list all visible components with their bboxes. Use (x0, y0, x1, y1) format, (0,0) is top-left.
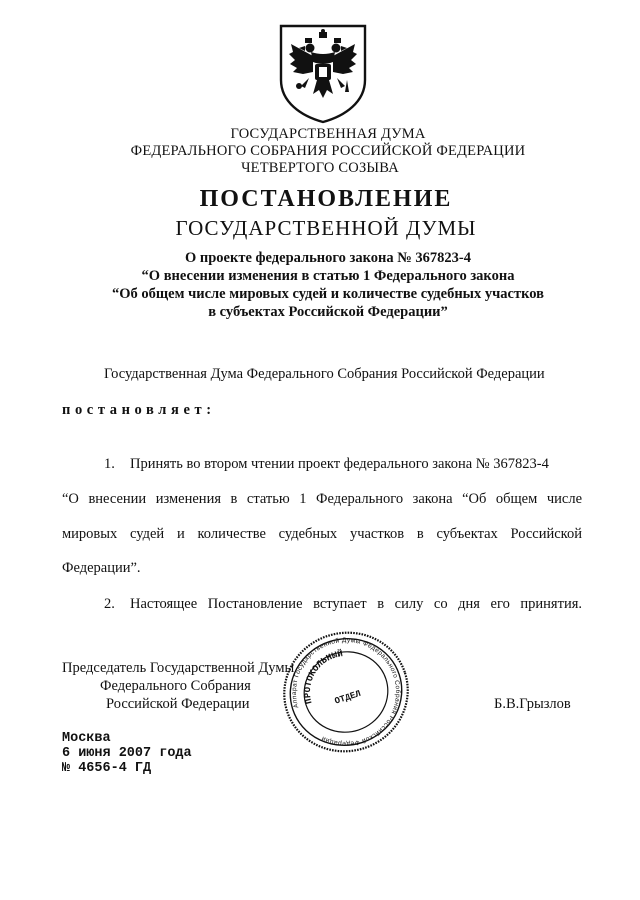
item-2-text: Настоящее Постановление вступает в силу со дня его принятия. (130, 596, 582, 612)
subject-line-3: “Об общем числе мировых судей и количестве судебных участков (112, 286, 544, 302)
svg-text:Аппарат Государственной Думы Ф: Аппарат Государственной Думы Федерального Собрания Российской Федерации (290, 636, 402, 748)
subject-line-4: в субъектах Российской Федерации” (208, 304, 448, 320)
item-2 (104, 596, 582, 613)
place-of-signing: Москва (62, 731, 111, 746)
official-seal-stamp (280, 628, 412, 756)
svg-text:ОТДЕЛ: ОТДЕЛ (333, 688, 363, 707)
signer-position-line-2: Федерального Собрания (100, 678, 251, 694)
subject-line-2: “О внесении изменения в статью 1 Федерального закона (141, 268, 515, 284)
document-subtitle: ГОСУДАРСТВЕННОЙ ДУМЫ (175, 216, 477, 240)
signing-date: 6 июня 2007 года (62, 746, 192, 761)
subject-line-1: О проекте федерального закона № 367823-4 (184, 250, 472, 266)
header-line-2: ФЕДЕРАЛЬНОГО СОБРАНИЯ РОССИЙСКОЙ ФЕДЕРАЦИИ (130, 143, 526, 159)
header-line-1: ГОСУДАРСТВЕННАЯ ДУМА (230, 126, 426, 142)
signer-position-line-3: Российской Федерации (106, 696, 250, 712)
signer-position-line-1: Председатель Государственной Думы (62, 660, 295, 676)
item-1-first-line (104, 456, 584, 473)
document-title: ПОСТАНОВЛЕНИЕ (199, 186, 453, 212)
item-1-line-1: Принять во втором чтении проект федерального закона № 367823-4 (130, 456, 549, 472)
registration-number: № 4656-4 ГД (62, 761, 152, 776)
item-2-number: 2. (104, 596, 115, 612)
item-1-number: 1. (104, 456, 115, 472)
item-1-line-3: мировых судей и количестве судебных участков в субъектах Российской (62, 526, 582, 542)
coat-of-arms-emblem (275, 22, 371, 124)
item-1-line-4: Федерации”. (62, 560, 141, 576)
resolves-word: постановляет: (62, 402, 216, 418)
intro-paragraph: Государственная Дума Федерального Собрания Российской Федерации (104, 366, 545, 382)
item-1-line-2: “О внесении изменения в статью 1 Федерального закона “Об общем числе (62, 491, 582, 507)
header-line-3: ЧЕТВЕРТОГО СОЗЫВА (241, 160, 399, 176)
signer-name: Б.В.Грызлов (494, 696, 571, 712)
svg-text:ПРОТОКОЛЬНЫЙ: ПРОТОКОЛЬНЫЙ (302, 649, 344, 705)
